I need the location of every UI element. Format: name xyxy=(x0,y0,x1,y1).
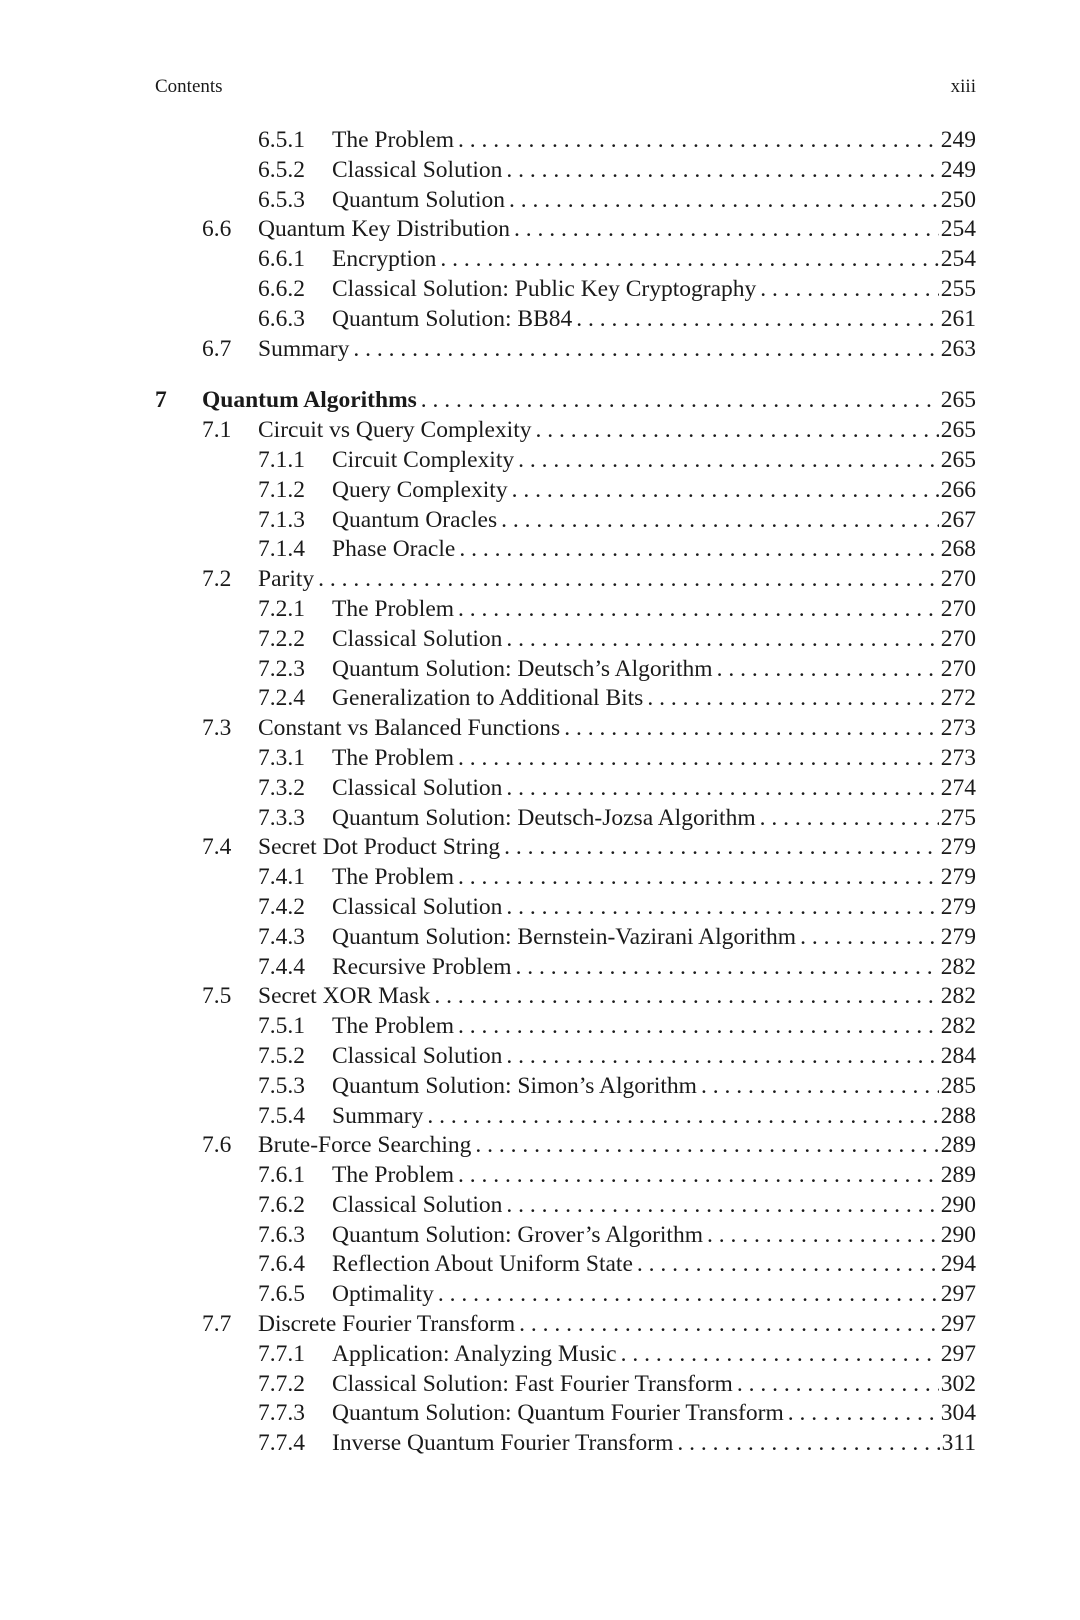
dot-leader xyxy=(458,1161,939,1191)
toc-entry-page: 275 xyxy=(940,804,976,831)
toc-subsection-entry[interactable] xyxy=(155,1280,976,1310)
toc-subsection-entry[interactable] xyxy=(155,893,976,923)
toc-entry-page: 270 xyxy=(940,625,976,652)
dot-leader xyxy=(536,416,939,446)
dot-leader xyxy=(501,506,939,536)
toc-entry-title: Quantum Oracles xyxy=(332,506,498,533)
toc-entry-title: The Problem xyxy=(332,864,455,891)
toc-entry-title: Quantum Algorithms xyxy=(202,387,417,414)
toc-entry-page: 284 xyxy=(940,1042,976,1069)
toc-entry-line xyxy=(258,1310,976,1340)
toc-entry-page: 273 xyxy=(940,744,976,771)
toc-entry-line xyxy=(332,774,976,804)
toc-subsection-entry[interactable] xyxy=(155,476,976,506)
toc-entry-page: 265 xyxy=(940,387,976,414)
running-head-title: Contents xyxy=(155,76,223,97)
toc-entry-title: Classical Solution: Fast Fourier Transform xyxy=(332,1370,733,1397)
toc-entry-number: 7.2 xyxy=(202,566,232,593)
toc-entry-number: 7.2.1 xyxy=(258,595,305,622)
toc-subsection-entry[interactable] xyxy=(155,1072,976,1102)
dot-leader xyxy=(800,923,939,953)
toc-subsection-entry[interactable] xyxy=(155,655,976,685)
toc-entry-page: 261 xyxy=(940,305,976,332)
dot-leader xyxy=(576,305,939,335)
toc-section-entry[interactable] xyxy=(155,1131,976,1161)
toc-entry-page: 302 xyxy=(940,1370,976,1397)
toc-entry-line xyxy=(332,1042,976,1072)
toc-entry-page: 255 xyxy=(940,275,976,302)
toc-entry-number: 7.3.3 xyxy=(258,804,305,831)
dot-leader xyxy=(760,275,938,305)
toc-subsection-entry[interactable] xyxy=(155,595,976,625)
toc-entry-line xyxy=(332,1370,976,1400)
toc-section-entry[interactable] xyxy=(155,416,976,446)
toc-entry-page: 249 xyxy=(940,156,976,183)
toc-entry-number: 7.5.2 xyxy=(258,1042,305,1069)
toc-entry-number: 7.2.2 xyxy=(258,625,305,652)
toc-entry-number: 7.5.1 xyxy=(258,1013,305,1040)
toc-entry-page: 297 xyxy=(940,1340,976,1367)
toc-entry-line xyxy=(258,416,976,446)
toc-subsection-entry[interactable] xyxy=(155,186,976,216)
toc-entry-page: 274 xyxy=(940,774,976,801)
toc-entry-page: 266 xyxy=(940,476,976,503)
toc-subsection-entry[interactable] xyxy=(155,275,976,305)
toc-entry-title: Discrete Fourier Transform xyxy=(258,1311,516,1338)
toc-subsection-entry[interactable] xyxy=(155,684,976,714)
toc-entry-title: Recursive Problem xyxy=(332,953,512,980)
toc-entry-title: Quantum Solution xyxy=(332,186,505,213)
toc-entry-number: 6.6.1 xyxy=(258,246,305,273)
dot-leader xyxy=(475,1131,938,1161)
dot-leader xyxy=(353,335,938,365)
toc-entry-title: Classical Solution: Public Key Cryptography xyxy=(332,275,757,302)
toc-entry-page: 282 xyxy=(940,983,976,1010)
toc-entry-number: 7 xyxy=(155,387,167,414)
toc-entry-page: 279 xyxy=(940,834,976,861)
dot-leader xyxy=(677,1429,939,1459)
dot-leader xyxy=(458,863,939,893)
toc-entry-title: Classical Solution xyxy=(332,774,503,801)
toc-entry-title: Constant vs Balanced Functions xyxy=(258,715,561,742)
toc-entry-line xyxy=(332,476,976,506)
toc-entry-page: 282 xyxy=(940,953,976,980)
toc-entry-line xyxy=(258,215,976,245)
toc-entry-title: Quantum Solution: BB84 xyxy=(332,305,573,332)
toc-entry-page: 270 xyxy=(940,655,976,682)
toc-entry-title: Classical Solution xyxy=(332,893,503,920)
dot-leader xyxy=(701,1072,939,1102)
toc-entry-line xyxy=(258,714,976,744)
dot-leader xyxy=(504,833,939,863)
toc-entry-page: 270 xyxy=(940,566,976,593)
toc-entry-number: 6.5.1 xyxy=(258,127,305,153)
toc-entry-line xyxy=(332,1161,976,1191)
dot-leader xyxy=(458,744,939,774)
toc-entry-number: 7.7 xyxy=(202,1311,232,1338)
toc-entry-line xyxy=(332,744,976,774)
toc-entry-line xyxy=(332,1340,976,1370)
toc-entry-line xyxy=(258,833,976,863)
toc-subsection-entry[interactable] xyxy=(155,774,976,804)
toc-entry-title: Quantum Solution: Deutsch’s Algorithm xyxy=(332,655,713,682)
toc-entry-number: 7.7.1 xyxy=(258,1340,305,1367)
toc-entry-title: Brute-Force Searching xyxy=(258,1132,472,1159)
toc-entry-title: The Problem xyxy=(332,1162,455,1189)
toc-entry-page: 290 xyxy=(940,1221,976,1248)
toc-entry-number: 6.5.2 xyxy=(258,156,305,183)
toc-entry-number: 7.6.4 xyxy=(258,1251,305,1278)
dot-leader xyxy=(515,953,938,983)
dot-leader xyxy=(760,804,939,834)
toc-subsection-entry[interactable] xyxy=(155,1191,976,1221)
toc-subsection-entry[interactable] xyxy=(155,1042,976,1072)
toc-entry-title: Secret XOR Mask xyxy=(258,983,431,1010)
toc-subsection-entry[interactable] xyxy=(155,1370,976,1400)
toc-entry-number: 7.1.4 xyxy=(258,536,305,563)
toc-entry-page: 289 xyxy=(940,1132,976,1159)
toc-entry-number: 7.6.1 xyxy=(258,1162,305,1189)
toc-section-entry[interactable] xyxy=(155,565,976,595)
toc-entry-number: 7.1.1 xyxy=(258,446,305,473)
dot-leader xyxy=(707,1221,939,1251)
toc-entry-number: 7.1.2 xyxy=(258,476,305,503)
toc-subsection-entry[interactable] xyxy=(155,506,976,536)
toc-entry-line xyxy=(332,186,976,216)
toc-entry-title: Parity xyxy=(258,566,315,593)
toc-entry-title: Quantum Solution: Deutsch-Jozsa Algorithm xyxy=(332,804,756,831)
toc-entry-number: 7.6.2 xyxy=(258,1191,305,1218)
toc-entry-number: 7.3 xyxy=(202,715,232,742)
toc-entry-number: 7.4.1 xyxy=(258,864,305,891)
toc-entry-number: 7.4 xyxy=(202,834,232,861)
toc-entry-line xyxy=(332,1012,976,1042)
toc-entry-page: 268 xyxy=(940,536,976,563)
toc-entry-page: 273 xyxy=(940,715,976,742)
dot-leader xyxy=(506,625,938,655)
toc-entry-page: 265 xyxy=(940,446,976,473)
toc-entry-number: 7.4.2 xyxy=(258,893,305,920)
toc-entry-line xyxy=(332,684,976,714)
toc-entry-title: The Problem xyxy=(332,127,455,153)
toc-subsection-entry[interactable] xyxy=(155,156,976,186)
toc-entry-line xyxy=(332,1102,976,1132)
toc-entry-title: Reflection About Uniform State xyxy=(332,1251,633,1278)
toc-subsection-entry[interactable] xyxy=(155,126,976,156)
running-head xyxy=(155,76,976,98)
toc-subsection-entry[interactable] xyxy=(155,1012,976,1042)
toc-entry-page: 265 xyxy=(940,417,976,444)
toc-subsection-entry[interactable] xyxy=(155,953,976,983)
toc-entry-page: 279 xyxy=(940,893,976,920)
toc-entry-number: 7.6.3 xyxy=(258,1221,305,1248)
toc-subsection-entry[interactable] xyxy=(155,1161,976,1191)
toc-entry-line xyxy=(332,446,976,476)
toc-entry-number: 7.5 xyxy=(202,983,232,1010)
toc-entry-title: Phase Oracle xyxy=(332,536,456,563)
toc-section-entry[interactable] xyxy=(155,714,976,744)
toc-entry-line xyxy=(332,156,976,186)
toc-entry-line xyxy=(332,655,976,685)
toc-entry-line xyxy=(332,1429,976,1459)
dot-leader xyxy=(637,1250,939,1280)
toc-entry-number: 7.3.2 xyxy=(258,774,305,801)
toc-entry-title: Quantum Key Distribution xyxy=(258,216,510,243)
toc-entry-page: 263 xyxy=(940,335,976,362)
toc-entry-title: Secret Dot Product String xyxy=(258,834,501,861)
toc-entry-title: Classical Solution xyxy=(332,1042,503,1069)
toc-section-entry[interactable] xyxy=(155,215,976,245)
toc-entry-title: The Problem xyxy=(332,595,455,622)
toc-entry-line xyxy=(332,275,976,305)
toc-entry-number: 6.7 xyxy=(202,335,232,362)
toc-subsection-entry[interactable] xyxy=(155,245,976,275)
dot-leader xyxy=(519,1310,939,1340)
toc-entry-line xyxy=(332,953,976,983)
toc-subsection-entry[interactable] xyxy=(155,446,976,476)
toc-entry-line xyxy=(332,1191,976,1221)
dot-leader xyxy=(506,893,938,923)
dot-leader xyxy=(647,684,938,714)
toc-entry-title: Optimality xyxy=(332,1281,434,1308)
toc-entry-line xyxy=(332,863,976,893)
dot-leader xyxy=(434,982,938,1012)
toc-subsection-entry[interactable] xyxy=(155,625,976,655)
toc-entry-page: 279 xyxy=(940,864,976,891)
toc-entry-line xyxy=(332,804,976,834)
toc-entry-line xyxy=(258,982,976,1012)
dot-leader xyxy=(421,386,939,416)
toc-entry-page: 249 xyxy=(940,127,976,153)
toc-subsection-entry[interactable] xyxy=(155,535,976,565)
dot-leader xyxy=(737,1370,939,1400)
toc-entry-page: 294 xyxy=(940,1251,976,1278)
toc-entry-page: 290 xyxy=(940,1191,976,1218)
toc-entry-line xyxy=(332,506,976,536)
toc-section-entry[interactable] xyxy=(155,1310,976,1340)
toc-entry-line xyxy=(332,625,976,655)
dot-leader xyxy=(427,1102,938,1132)
toc-subsection-entry[interactable] xyxy=(155,1340,976,1370)
toc-entry-page: 267 xyxy=(940,506,976,533)
toc-subsection-entry[interactable] xyxy=(155,1221,976,1251)
toc-entry-title: Summary xyxy=(332,1102,424,1129)
toc-entry-number: 6.6.3 xyxy=(258,305,305,332)
toc-entry-number: 7.1 xyxy=(202,417,232,444)
toc-entry-title: Inverse Quantum Fourier Transform xyxy=(332,1430,674,1457)
toc-entry-title: Classical Solution xyxy=(332,1191,503,1218)
toc-entry-line xyxy=(332,923,976,953)
dot-leader xyxy=(458,595,939,625)
toc-entry-page: 272 xyxy=(940,685,976,712)
toc-entry-title: Circuit vs Query Complexity xyxy=(258,417,532,444)
toc-entry-page: 250 xyxy=(940,186,976,213)
toc-entry-line xyxy=(332,305,976,335)
toc-entry-line xyxy=(332,245,976,275)
toc-subsection-entry[interactable] xyxy=(155,744,976,774)
dot-leader xyxy=(514,215,939,245)
dot-leader xyxy=(518,446,939,476)
dot-leader xyxy=(621,1340,939,1370)
toc-entry-number: 7.7.2 xyxy=(258,1370,305,1397)
toc-entry-number: 6.6.2 xyxy=(258,275,305,302)
toc-entry-number: 7.3.1 xyxy=(258,744,305,771)
toc-entry-number: 7.5.3 xyxy=(258,1072,305,1099)
toc-entry-number: 7.2.3 xyxy=(258,655,305,682)
dot-leader xyxy=(506,156,938,186)
toc-entry-line xyxy=(332,1250,976,1280)
toc-entry-page: 289 xyxy=(940,1162,976,1189)
toc-entry-title: Quantum Solution: Grover’s Algorithm xyxy=(332,1221,703,1248)
toc-entry-number: 7.6.5 xyxy=(258,1281,305,1308)
toc-subsection-entry[interactable] xyxy=(155,1102,976,1132)
toc-entry-line xyxy=(332,535,976,565)
toc-entry-line xyxy=(258,1131,976,1161)
toc-subsection-entry[interactable] xyxy=(155,305,976,335)
dot-leader xyxy=(788,1399,939,1429)
toc-entry-number: 7.7.3 xyxy=(258,1400,305,1427)
toc-entry-page: 254 xyxy=(940,216,976,243)
dot-leader xyxy=(512,476,939,506)
dot-leader xyxy=(717,655,939,685)
toc-entry-number: 6.5.3 xyxy=(258,186,305,213)
toc-entry-page: 304 xyxy=(940,1400,976,1427)
toc-entry-title: Quantum Solution: Simon’s Algorithm xyxy=(332,1072,697,1099)
toc-entry-line xyxy=(258,335,976,365)
toc-subsection-entry[interactable] xyxy=(155,863,976,893)
dot-leader xyxy=(458,1012,939,1042)
dot-leader xyxy=(318,565,939,595)
toc-entry-number: 7.2.4 xyxy=(258,685,305,712)
toc-entry-page: 285 xyxy=(940,1072,976,1099)
dot-leader xyxy=(438,1280,939,1310)
toc-entry-line xyxy=(332,595,976,625)
toc-entry-page: 254 xyxy=(940,246,976,273)
dot-leader xyxy=(564,714,939,744)
toc-entry-line xyxy=(332,893,976,923)
toc-entry-page: 270 xyxy=(940,595,976,622)
toc-subsection-entry[interactable] xyxy=(155,1250,976,1280)
toc-entry-title: Application: Analyzing Music xyxy=(332,1340,617,1367)
toc-entry-page: 282 xyxy=(940,1013,976,1040)
toc-entry-title: Generalization to Additional Bits xyxy=(332,685,644,712)
toc-entry-page: 297 xyxy=(940,1281,976,1308)
toc-entry-page: 297 xyxy=(940,1311,976,1338)
dot-leader xyxy=(509,186,939,216)
toc-entry-number: 7.4.4 xyxy=(258,953,305,980)
toc-entry-line xyxy=(332,1221,976,1251)
toc-section-entry[interactable] xyxy=(155,833,976,863)
dot-leader xyxy=(506,1042,938,1072)
toc-entry-number: 7.1.3 xyxy=(258,506,305,533)
dot-leader xyxy=(506,1191,938,1221)
toc-entry-title: Query Complexity xyxy=(332,476,508,503)
toc-subsection-entry[interactable] xyxy=(155,1399,976,1429)
table-of-contents xyxy=(155,126,976,1459)
toc-entry-number: 7.4.3 xyxy=(258,923,305,950)
dot-leader xyxy=(506,774,938,804)
page-number: xiii xyxy=(950,76,976,97)
toc-entry-line xyxy=(332,1280,976,1310)
toc-entry-title: Classical Solution xyxy=(332,156,503,183)
toc-subsection-entry[interactable] xyxy=(155,923,976,953)
toc-entry-page: 288 xyxy=(940,1102,976,1129)
toc-entry-title: The Problem xyxy=(332,744,455,771)
toc-entry-title: The Problem xyxy=(332,1013,455,1040)
toc-subsection-entry[interactable] xyxy=(155,804,976,834)
toc-entry-title: Quantum Solution: Bernstein-Vazirani Algorithm xyxy=(332,923,797,950)
toc-entry-line xyxy=(202,386,976,416)
toc-entry-title: Classical Solution xyxy=(332,625,503,652)
dot-leader xyxy=(459,535,938,565)
toc-entry-line xyxy=(332,1072,976,1102)
toc-entry-title: Summary xyxy=(258,335,350,362)
toc-entry-page: 311 xyxy=(941,1430,976,1457)
toc-entry-line xyxy=(332,126,976,156)
toc-entry-page: 279 xyxy=(940,923,976,950)
toc-entry-title: Encryption xyxy=(332,246,437,273)
toc-section-entry[interactable] xyxy=(155,335,976,365)
toc-chapter-entry[interactable] xyxy=(155,386,976,416)
toc-entry-number: 6.6 xyxy=(202,216,232,243)
toc-section-entry[interactable] xyxy=(155,982,976,1012)
toc-subsection-entry[interactable] xyxy=(155,1429,976,1459)
toc-entry-title: Quantum Solution: Quantum Fourier Transform xyxy=(332,1400,784,1427)
dot-leader xyxy=(458,126,939,156)
toc-entry-number: 7.7.4 xyxy=(258,1430,305,1457)
dot-leader xyxy=(440,245,938,275)
toc-entry-line xyxy=(258,565,976,595)
toc-entry-line xyxy=(332,1399,976,1429)
toc-entry-number: 7.5.4 xyxy=(258,1102,305,1129)
toc-entry-number: 7.6 xyxy=(202,1132,232,1159)
toc-entry-title: Circuit Complexity xyxy=(332,446,515,473)
